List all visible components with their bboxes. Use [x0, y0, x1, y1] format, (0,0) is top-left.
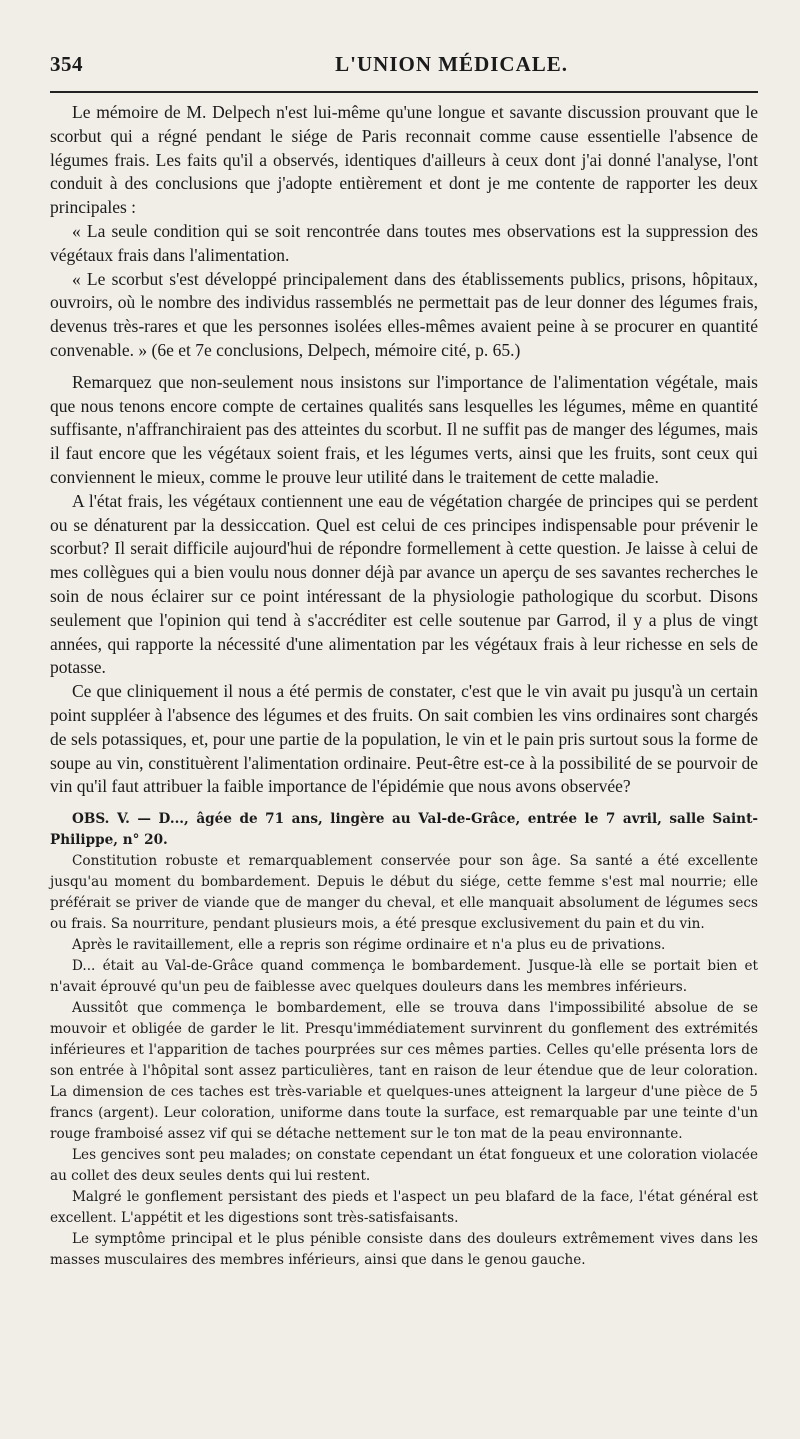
- observation-heading: OBS. V. — D..., âgée de 71 ans, lingère au Val-de-Grâce, entrée le 7 avril, salle Saint-Philippe, n° 20.: [50, 811, 758, 849]
- observation-paragraph: Malgré le gonflement persistant des pieds et l'aspect un peu blafard de la face, l'état général est excellent. L'appétit et les digestions sont très-satisfaisants.: [50, 1189, 758, 1227]
- quote-paragraph: « La seule condition qui se soit rencontrée dans toutes mes observations est la suppression des végétaux frais dans l'alimentation.: [50, 220, 758, 265]
- page-header: [50, 52, 758, 88]
- observation-section: [50, 809, 758, 1271]
- observation-paragraph: Aussitôt que commença le bombardement, elle se trouva dans l'impossibilité absolue de se mouvoir et obligée de garder le lit. Presqu'immédiatement survinrent du gonflement des extrémités inférieures et l'apparition de taches pourprées sur ces mêmes parties. Celles qu'elle présenta lors de son entrée à l'hôpital sont assez particulières, tant en raison de leur étendue que de leur coloration. La dimension de ces taches est très-variable et quelques-unes atteignent la largeur d'une pièce de 5 francs (argent). Leur coloration, uniforme dans toute la surface, est remarquable par une teinte d'un rouge framboisé assez vif qui se détache nettement sur le ton mat de la peau environnante.: [50, 1000, 758, 1143]
- paragraph: Le mémoire de M. Delpech n'est lui-même qu'une longue et savante discussion prouvant que le scorbut qui a régné pendant le siége de Paris reconnait comme cause essentielle l'absence de légumes frais. Les faits qu'il a observés, identiques d'ailleurs à ceux dont j'ai donné l'analyse, l'ont conduit à des conclusions que j'adopte entièrement et dont je me contente de rapporter les deux principales :: [50, 102, 758, 218]
- observation-paragraph: Le symptôme principal et le plus pénible consiste dans des douleurs extrêmement vives dans les masses musculaires des membres inférieurs, ainsi que dans le genou gauche.: [50, 1231, 758, 1269]
- quote-paragraph: « Le scorbut s'est développé principalement dans des établissements publics, prisons, hôpitaux, ouvroirs, où le nombre des individus rassemblés ne permettait pas de leur donner des légumes frais, devenus très-rares et que les personnes isolées elles-mêmes avaient peine à se procurer en quantité convenable. » (6e et 7e conclusions, Delpech, mémoire cité, p. 65.): [50, 268, 758, 360]
- paragraph: Remarquez que non-seulement nous insistons sur l'importance de l'alimentation végétale, mais que nous tenons encore compte de certaines qualités sans lesquelles les légumes, même en quantité suffisante, n'affranchiraient pas des atteintes du scorbut. Il ne suffit pas de manger des légumes, mais il faut encore que les végétaux soient frais, et les légumes verts, ainsi que les fruits, sont ceux qui conviennent le mieux, comme le prouve leur utilité dans le traitement de cette maladie.: [50, 371, 758, 487]
- header-rule: [50, 91, 758, 93]
- paragraph: A l'état frais, les végétaux contiennent une eau de végétation chargée de principes qui se perdent ou se dénaturent par la dessiccation. Quel est celui de ces principes indispensable pour prévenir le scorbut? Il serait difficile aujourd'hui de répondre formellement à cette question. Je laisse à celui de mes collègues qui a bien voulu nous donner déjà par avance un aperçu de ses savantes recherches le soin de nous éclairer sur ce point intéressant de la physiologie pathologique du scorbut. Disons seulement que l'opinion qui tend à s'accréditer est celle soutenue par Garrod, il y a plus de vingt années, qui rapporte la nécessité d'une alimentation par les végétaux frais à leur richesse en sels de potasse.: [50, 490, 758, 678]
- observation-paragraph: Les gencives sont peu malades; on constate cependant un état fongueux et une coloration violacée au collet des deux seules dents qui lui restent.: [50, 1147, 758, 1185]
- page-number: 354: [50, 52, 83, 76]
- paragraph: Ce que cliniquement il nous a été permis de constater, c'est que le vin avait pu jusqu'à un certain point suppléer à l'absence des légumes et des fruits. On sait combien les vins ordinaires sont chargés de sels potassiques, et, pour une partie de la population, le vin et le pain pris surtout sous la forme de soupe au vin, constituèrent l'alimentation ordinaire. Peut-être est-ce à la possibilité de se pourvoir de vin qu'il faut attribuer la faible importance de l'épidémie que nous avons observée?: [50, 681, 758, 797]
- main-text: [50, 101, 758, 799]
- running-title: L'UNION MÉDICALE.: [335, 52, 568, 76]
- observation-paragraph: Après le ravitaillement, elle a repris son régime ordinaire et n'a plus eu de privations.: [72, 937, 666, 954]
- observation-paragraph: D... était au Val-de-Grâce quand commença le bombardement. Jusque-là elle se portait bien et n'avait éprouvé qu'un peu de faiblesse avec quelques douleurs dans les membres inférieurs.: [50, 958, 758, 996]
- observation-paragraph: Constitution robuste et remarquablement conservée pour son âge. Sa santé a été excellente jusqu'au moment du bombardement. Depuis le début du siége, cette femme s'est mal nourrie; elle préférait se priver de viande que de manger du cheval, et elle manquait absolument de légumes secs ou frais. Sa nourriture, pendant plusieurs mois, a été presque exclusivement du pain et du vin.: [50, 853, 758, 933]
